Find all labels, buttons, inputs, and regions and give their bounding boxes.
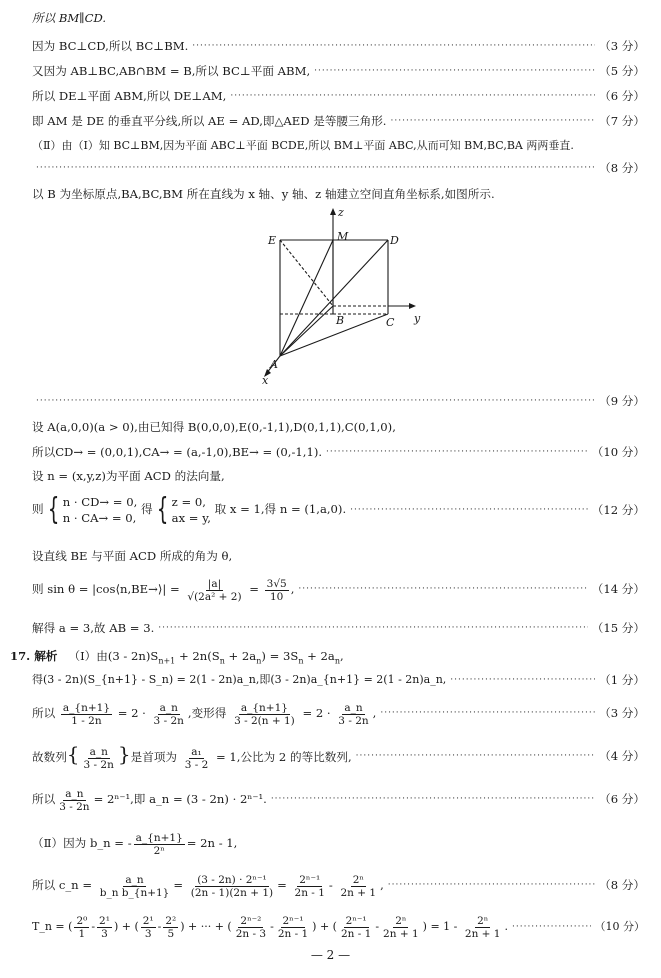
page-footer: — 2 — <box>310 948 351 962</box>
text-line: 设 n = (x,y,z)为平面 ACD 的法向量, <box>32 469 225 483</box>
text-line: 即 AM 是 DE 的垂直平分线,所以 AE = AD,即△AED 是等腰三角形. ····· （7 分） <box>32 113 645 129</box>
q17-line-3: 所以 $\frac{a\_\{n+1\}}{1 - 2n}$ = 2 · $\frac{a\_n}{3 - 2n}$ ,变形得 $\frac{a\_\{n+1\}}{3 - 2(n + 1)}$ = 2 · $\frac{a\_n}{3 - 2n}$ , ····· （3 分） <box>32 700 645 727</box>
text-line: 设直线 BE 与平面 ACD 所成的角为 θ, <box>32 549 233 563</box>
label-x: x <box>262 374 269 386</box>
q17-line-4: 故数列{ $\frac{a\_n}{3 - 2n}$ }是首项为 $\frac{\text{a₁}}{3 - 2}$ = 1,公比为 2 的等比数列, ····· （4 分） <box>32 741 645 771</box>
label-d: D <box>390 234 399 247</box>
label-a: A <box>270 358 278 371</box>
q17-line-5: 所以 $\frac{a\_n}{3 - 2n}$ = 2ⁿ⁻¹,即 a_n = (3 - 2n) · 2ⁿ⁻¹. ····· （6 分） <box>32 786 645 813</box>
sin-line: 则 sin θ = |cos⟨n,BE→⟩| = $\frac{|a|}{\text{√(2a² + 2)}}$ = $\frac{3√5}{10}$ , ····· （14 分） <box>32 576 645 603</box>
label-e: E <box>268 234 277 247</box>
text-line: ····· （9 分） <box>32 393 645 409</box>
q17-line-6: （Ⅱ）因为 b_n = - $\frac{a\_\{n+1\}}{\text{2ⁿ}}$ = 2n - 1, <box>32 831 238 857</box>
text-line: 所以 BM∥CD. <box>32 11 107 25</box>
text-line: 所以 DE⊥平面 ABM,所以 DE⊥AM, ····· （6 分） <box>32 88 645 104</box>
text-line: 又因为 AB⊥BC,AB∩BM = B,所以 BC⊥平面 ABM, ····· （5 分） <box>32 63 645 79</box>
text-line: ····· （8 分） <box>32 160 645 176</box>
text-line: 因为 BC⊥CD,所以 BC⊥BM. ····· （3 分） <box>32 38 645 54</box>
label-z: z <box>338 206 344 219</box>
system-line: 则 { n · CD→ = 0, n · CA→ = 0, 得 { z = 0, ax = y, 取 x = 1,得 n = (1,a,0). ····· （12 分） <box>32 494 645 526</box>
text-line: （Ⅱ）由（Ⅰ）知 BC⊥BM,因为平面 ABC⊥平面 BCDE,所以 BM⊥平面 ABC,从而可知 BM,BC,BA 两两垂直. <box>32 139 574 152</box>
coordinate-figure <box>240 206 440 386</box>
text-line: 设 A(a,0,0)(a > 0),由已知得 B(0,0,0),E(0,-1,1),D(0,1,1),C(0,1,0), <box>32 420 396 434</box>
label-m: M <box>337 230 349 243</box>
label-y: y <box>414 312 421 325</box>
text-line: 所以CD→ = (0,0,1),CA→ = (a,-1,0),BE→ = (0,-1,1). ····· （10 分） <box>32 444 645 460</box>
q17-line-1: 17. 解析 （Ⅰ）由$(3 - 2n)S_{n+1} + 2n(S_n + 2a_n) = 3S_n + 2a_n$, <box>10 649 344 666</box>
text-line: 解得 a = 3,故 AB = 3. ····· （15 分） <box>32 620 645 636</box>
label-c: C <box>386 316 395 329</box>
label-b: B <box>336 314 345 327</box>
q17-line-7: 所以 c_n = $\frac{a\_n}{\text{b\_n b\_\{n+1\}}}$ = $\frac{\text{(3 - 2n) · 2ⁿ⁻¹}}{(2n - 1)(2n + 1)}$ = $\frac{\text{2ⁿ⁻¹}}{2n - 1}$ - $\frac{\text{2ⁿ}}{2n + 1}$ , ····· （8 分） <box>32 872 645 899</box>
text-line: 以 B 为坐标原点,BA,BC,BM 所在直线为 x 轴、y 轴、z 轴建立空间直角坐标系,如图所示. <box>32 187 495 201</box>
q17-line-2: 得(3 - 2n)(S_{n+1} - S_n) = 2(1 - 2n)a_n,即(3 - 2n)a_{n+1} = 2(1 - 2n)a_n, ····· （1 分） <box>32 672 645 688</box>
q17-line-8: T_n = ( $\frac{\text{2⁰}}{1}$ - $\frac{\text{2¹}}{3}$ ) + ( $\frac{\text{2¹}}{3}$ - $\frac{\text{2²}}{5}$ ) + ··· + ( $\frac{\text{2ⁿ⁻²}}{2n - 3}$ - $\frac{\text{2ⁿ⁻¹}}{2n - 1}$ ) + ( $\frac{\text{2ⁿ⁻¹}}{2n - 1}$ - $\frac{\text{2ⁿ}}{2n + 1}$ ) = 1 - $\frac{\text{2ⁿ}}{2n + 1}$ . ····· （10 分） <box>32 914 645 940</box>
